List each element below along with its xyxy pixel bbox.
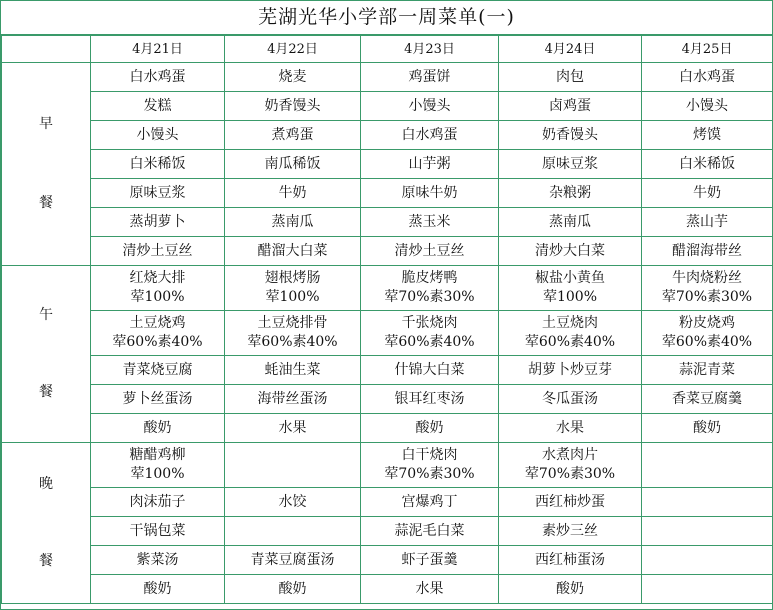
dinner-row — [2, 517, 773, 546]
dish-cell — [642, 356, 773, 385]
dish-cell — [642, 385, 773, 414]
dish-name: 翅根烤肠 — [264, 270, 321, 286]
dish-cell — [225, 311, 361, 356]
dish-cell — [642, 414, 773, 443]
dish-name: 紫菜汤 — [136, 551, 179, 568]
dish-cell: 南瓜稀饭 — [225, 150, 361, 179]
dish-cell — [499, 488, 642, 517]
lunch-row — [2, 385, 773, 414]
dish-cell: 山芋粥 — [361, 150, 499, 179]
breakfast-row — [2, 237, 773, 266]
dish-cell: 牛奶 — [225, 179, 361, 208]
date-header: 4月22日 — [225, 36, 361, 63]
dish-name: 蚝油生菜 — [264, 361, 321, 378]
dish-name: 干锅包菜 — [129, 522, 186, 539]
dish-name: 酸奶 — [556, 580, 584, 597]
dish-ratio: 荤100% — [130, 289, 185, 305]
meal-label-dinner — [2, 443, 91, 604]
lunch-row — [2, 266, 773, 311]
dish-name: 西红柿炒蛋 — [535, 493, 605, 510]
dish-cell: 原味牛奶 — [361, 179, 499, 208]
dish-cell — [361, 546, 499, 575]
dish-cell: 清炒土豆丝 — [91, 237, 225, 266]
dish-name: 西红柿蛋汤 — [535, 551, 605, 568]
dish-cell: 烧麦 — [225, 63, 361, 92]
dish-name: 肉沫茄子 — [129, 493, 186, 510]
meal-label-lunch — [2, 266, 91, 443]
dish-name: 土豆烧肉 — [542, 315, 598, 331]
meal-label-char: 餐 — [39, 195, 53, 211]
dish-name: 水饺 — [278, 493, 307, 510]
breakfast-row — [2, 150, 773, 179]
breakfast-row — [2, 121, 773, 150]
dish-cell: 醋溜大白菜 — [225, 237, 361, 266]
dish-cell — [499, 546, 642, 575]
dish-name: 糖醋鸡柳 — [129, 447, 186, 463]
dish-cell — [361, 488, 499, 517]
date-header-row — [2, 36, 773, 63]
dish-ratio: 荤70%素30% — [661, 289, 753, 305]
dinner-row — [2, 575, 773, 604]
dish-name: 水果 — [278, 419, 307, 436]
dish-ratio: 荤100% — [265, 289, 320, 305]
dish-cell — [91, 517, 225, 546]
dish-cell — [361, 443, 499, 488]
dish-cell: 杂粮粥 — [499, 179, 642, 208]
dish-name: 银耳红枣汤 — [394, 390, 465, 407]
dish-cell: 蒸南瓜 — [225, 208, 361, 237]
dish-cell — [91, 356, 225, 385]
dish-name: 虾子蛋羹 — [401, 551, 458, 568]
date-header: 4月24日 — [499, 36, 642, 63]
dish-cell: 肉包 — [499, 63, 642, 92]
dish-name: 香菜豆腐羹 — [672, 390, 742, 407]
dish-cell: 小馒头 — [642, 92, 773, 121]
dish-cell: 鸡蛋饼 — [361, 63, 499, 92]
dish-name: 脆皮烤鸭 — [401, 270, 458, 286]
dish-cell — [499, 356, 642, 385]
dish-name: 椒盐小黄鱼 — [535, 270, 605, 286]
dish-name: 冬瓜蛋汤 — [542, 390, 598, 407]
dish-ratio: 荤60%素40% — [247, 334, 338, 350]
dish-name: 萝卜丝蛋汤 — [122, 390, 193, 407]
dinner-row — [2, 443, 773, 488]
dish-cell — [499, 311, 642, 356]
date-header: 4月21日 — [91, 36, 225, 63]
dish-name: 宫爆鸡丁 — [401, 493, 458, 510]
dish-cell — [361, 517, 499, 546]
meal-label-char: 晚 — [39, 476, 53, 492]
dish-cell — [499, 575, 642, 604]
dish-cell — [91, 546, 225, 575]
dish-cell: 奶香馒头 — [225, 92, 361, 121]
dish-ratio: 荤60%素40% — [112, 334, 203, 350]
dish-cell — [225, 385, 361, 414]
dish-cell — [642, 311, 773, 356]
dish-name: 酸奶 — [278, 580, 307, 597]
dish-cell: 白米稀饭 — [642, 150, 773, 179]
meal-label-char: 餐 — [39, 553, 53, 569]
dish-cell — [91, 488, 225, 517]
dish-cell: 煮鸡蛋 — [225, 121, 361, 150]
dish-cell: 白水鸡蛋 — [361, 121, 499, 150]
dish-cell: 白米稀饭 — [91, 150, 225, 179]
date-header: 4月25日 — [642, 36, 773, 63]
dish-cell: 小馒头 — [361, 92, 499, 121]
dish-cell — [499, 443, 642, 488]
dish-cell — [361, 385, 499, 414]
dish-ratio: 荤70%素30% — [524, 466, 616, 482]
dish-ratio: 荤100% — [130, 466, 185, 482]
dish-cell: 小馒头 — [91, 121, 225, 150]
dish-cell — [499, 266, 642, 311]
dish-name: 青菜烧豆腐 — [122, 361, 193, 378]
dish-cell — [225, 546, 361, 575]
dish-cell — [225, 488, 361, 517]
dinner-row — [2, 546, 773, 575]
dish-cell — [499, 517, 642, 546]
dish-cell — [642, 517, 773, 546]
dish-cell — [642, 575, 773, 604]
menu-table — [1, 35, 773, 604]
lunch-row — [2, 311, 773, 356]
dish-cell — [361, 414, 499, 443]
dish-name: 粉皮烧鸡 — [679, 315, 735, 331]
dish-cell — [91, 385, 225, 414]
dish-cell — [91, 575, 225, 604]
dish-name: 千张烧肉 — [401, 315, 458, 331]
meal-label-char: 餐 — [39, 384, 53, 400]
dish-cell: 奶香馒头 — [499, 121, 642, 150]
dish-cell — [225, 414, 361, 443]
dish-cell — [642, 488, 773, 517]
dish-cell — [642, 546, 773, 575]
lunch-row — [2, 356, 773, 385]
dish-cell — [225, 356, 361, 385]
page-title: 芜湖光华小学部一周菜单(一) — [1, 1, 772, 35]
lunch-row — [2, 414, 773, 443]
dish-cell: 蒸玉米 — [361, 208, 499, 237]
dish-ratio: 荤60%素40% — [661, 334, 753, 350]
dish-ratio: 荤60%素40% — [384, 334, 475, 350]
dish-cell — [499, 385, 642, 414]
dish-cell — [225, 443, 361, 488]
dish-name: 海带丝蛋汤 — [257, 390, 328, 407]
dish-cell — [642, 266, 773, 311]
meal-label-char: 午 — [39, 307, 53, 323]
dish-name: 水煮肉片 — [542, 447, 598, 463]
dish-cell — [225, 266, 361, 311]
dish-cell — [225, 517, 361, 546]
dish-cell: 原味豆浆 — [91, 179, 225, 208]
dish-cell — [361, 356, 499, 385]
dish-name: 红烧大排 — [129, 270, 186, 286]
dish-ratio: 荤60%素40% — [524, 334, 616, 350]
dish-cell: 蒸胡萝卜 — [91, 208, 225, 237]
dish-cell — [361, 575, 499, 604]
meal-label-char: 早 — [39, 116, 53, 132]
breakfast-row — [2, 179, 773, 208]
dish-cell: 卤鸡蛋 — [499, 92, 642, 121]
meal-label-breakfast — [2, 63, 91, 266]
dish-cell — [91, 443, 225, 488]
dish-cell — [91, 266, 225, 311]
dish-name: 水果 — [556, 419, 584, 436]
dish-cell — [499, 414, 642, 443]
dish-cell: 醋溜海带丝 — [642, 237, 773, 266]
dish-ratio: 荤70%素30% — [384, 289, 475, 305]
dish-cell: 蒸山芋 — [642, 208, 773, 237]
dish-name: 青菜豆腐蛋汤 — [250, 551, 335, 568]
dish-name: 蒜泥青菜 — [679, 361, 735, 378]
dish-name: 白干烧肉 — [401, 447, 458, 463]
dish-ratio: 荤70%素30% — [384, 466, 475, 482]
dish-name: 酸奶 — [143, 580, 172, 597]
dish-cell — [361, 266, 499, 311]
dish-cell: 原味豆浆 — [499, 150, 642, 179]
dish-name: 酸奶 — [693, 419, 721, 436]
corner-cell — [2, 36, 91, 63]
dish-cell — [91, 414, 225, 443]
dish-name: 蒜泥毛白菜 — [394, 522, 465, 539]
breakfast-row — [2, 63, 773, 92]
dish-name: 素炒三丝 — [542, 522, 598, 539]
dish-name: 水果 — [415, 580, 444, 597]
dish-cell — [91, 311, 225, 356]
dish-name: 胡萝卜炒豆芽 — [528, 361, 612, 378]
dish-cell — [225, 575, 361, 604]
dinner-row — [2, 488, 773, 517]
dish-cell: 白水鸡蛋 — [91, 63, 225, 92]
dish-cell: 清炒大白菜 — [499, 237, 642, 266]
dish-cell — [642, 443, 773, 488]
date-header: 4月23日 — [361, 36, 499, 63]
dish-cell — [361, 311, 499, 356]
dish-name: 牛肉烧粉丝 — [672, 270, 742, 286]
dish-cell: 牛奶 — [642, 179, 773, 208]
dish-name: 什锦大白菜 — [394, 361, 465, 378]
dish-ratio: 荤100% — [542, 289, 598, 305]
breakfast-row — [2, 92, 773, 121]
breakfast-row — [2, 208, 773, 237]
dish-name: 土豆烧鸡 — [129, 315, 186, 331]
dish-cell: 清炒土豆丝 — [361, 237, 499, 266]
dish-name: 土豆烧排骨 — [257, 315, 328, 331]
dish-cell: 烤馍 — [642, 121, 773, 150]
dish-cell: 发糕 — [91, 92, 225, 121]
dish-name: 酸奶 — [415, 419, 444, 436]
dish-cell: 白水鸡蛋 — [642, 63, 773, 92]
dish-name: 酸奶 — [143, 419, 172, 436]
dish-cell: 蒸南瓜 — [499, 208, 642, 237]
